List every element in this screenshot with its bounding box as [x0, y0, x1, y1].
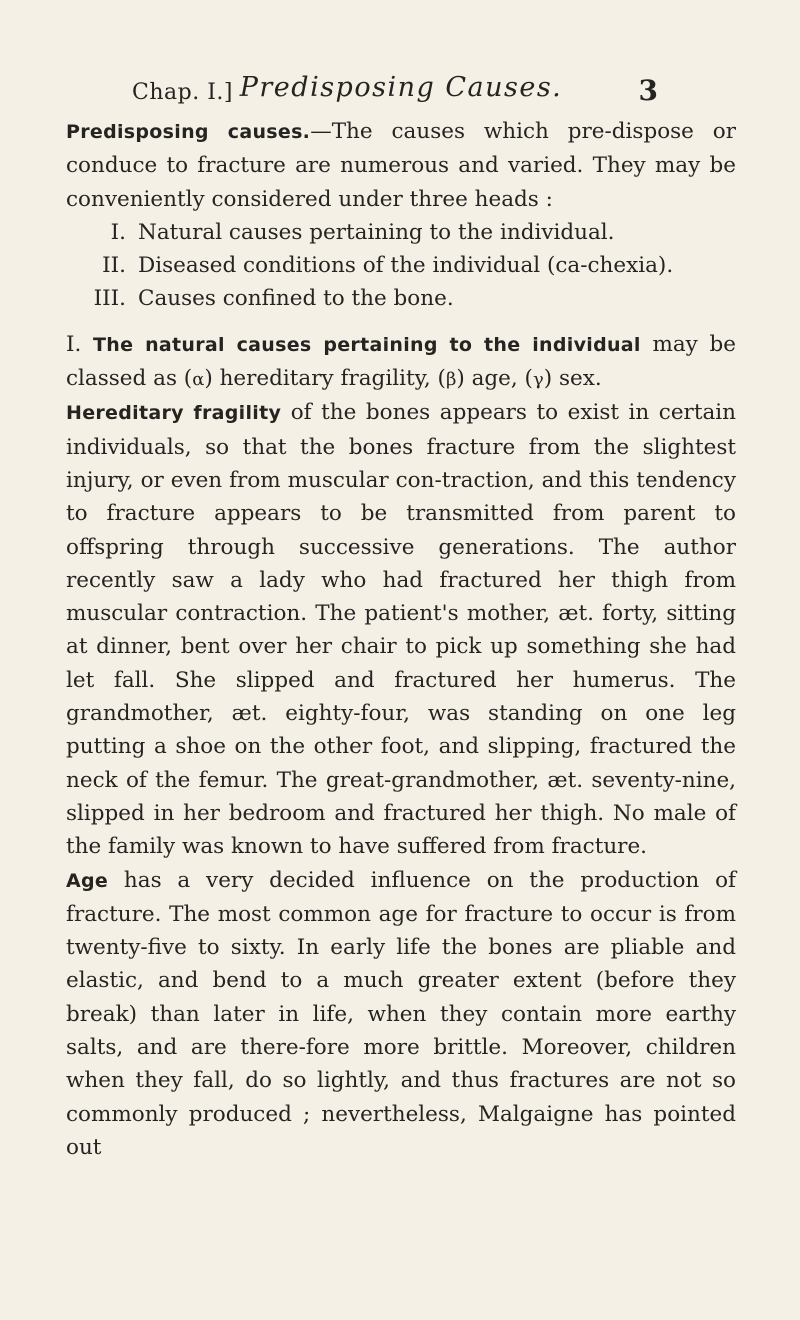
greek-letter: β — [445, 369, 457, 391]
paragraph-text: —The causes which pre-dispose or conduce to fracture are numerous and varied. They may be conveniently considered under three heads : — [66, 119, 736, 212]
paragraph-text: has a very decided influence on the production of fracture. The most common age for fracture to occur is from twenty-five to sixty. In early life the bones are pliable and elastic, and bend to a much greater extent (before they break) than later in life, when they contain more earthy salts, and are there-fore more brittle. Moreover, children when they fall, do so lightly, and thus fractures are not so commonly produced ; nevertheless, Malgaigne has pointed out — [66, 867, 736, 1160]
paragraph-predisposing-causes — [66, 115, 736, 216]
run-in-heading: The natural causes pertaining to the individual — [93, 333, 641, 356]
run-in-heading: Hereditary fragility — [66, 402, 282, 425]
run-in-heading: Predisposing causes. — [66, 121, 311, 143]
list-number: III. — [93, 286, 126, 312]
list-text: Diseased conditions of the individual (ca-chexia). — [138, 253, 674, 279]
paragraph-text: ) hereditary fragility, ( — [204, 366, 446, 392]
paragraph-text: of the bones appears to exist in certain individuals, so that the bones fracture from the slightest injury, or even from muscular con-traction, and this tendency to fracture appears to be transmitted from parent to offspring through successive generations. The author recently saw a lady who had fractured her thigh from muscular contraction. The patient's mother, æt. forty, sitting at dinner, bent over her chair to pick up something she had let fall. She slipped and fractured her humerus. The grandmother, æt. eighty-four, was standing on one leg putting a shoe on the other foot, and slipping, fractured the neck of the femur. The great-grandmother, æt. seventy-nine, slipped in her bedroom and fractured her thigh. No male of the family was known to have suffered from fracture. — [66, 400, 736, 860]
chapter-label: Chap. I.] — [132, 80, 233, 105]
paragraph-text: ) age, ( — [456, 366, 533, 392]
paragraph-text: may be classed as ( — [66, 331, 736, 392]
list-number: I. — [110, 219, 126, 245]
run-in-heading: Age — [66, 869, 109, 892]
paragraph-age — [66, 864, 736, 1165]
list-item — [84, 282, 736, 315]
list-item — [84, 216, 736, 249]
paragraph-text: ) sex. — [543, 366, 602, 392]
heads-list — [66, 216, 736, 316]
list-item — [84, 249, 736, 282]
greek-letter: α — [192, 369, 205, 391]
list-number: II. — [102, 253, 126, 279]
section-number: I. — [66, 331, 82, 357]
list-text: Causes confined to the bone. — [138, 286, 454, 312]
greek-letter: γ — [532, 369, 544, 391]
list-text: Natural causes pertaining to the individual. — [138, 219, 615, 245]
paragraph-natural-causes — [66, 328, 736, 397]
running-head — [66, 0, 736, 115]
page-number: 3 — [638, 74, 658, 107]
running-title: Predisposing Causes. — [239, 72, 563, 103]
body-text — [66, 115, 736, 1164]
paragraph-hereditary-fragility — [66, 396, 736, 863]
